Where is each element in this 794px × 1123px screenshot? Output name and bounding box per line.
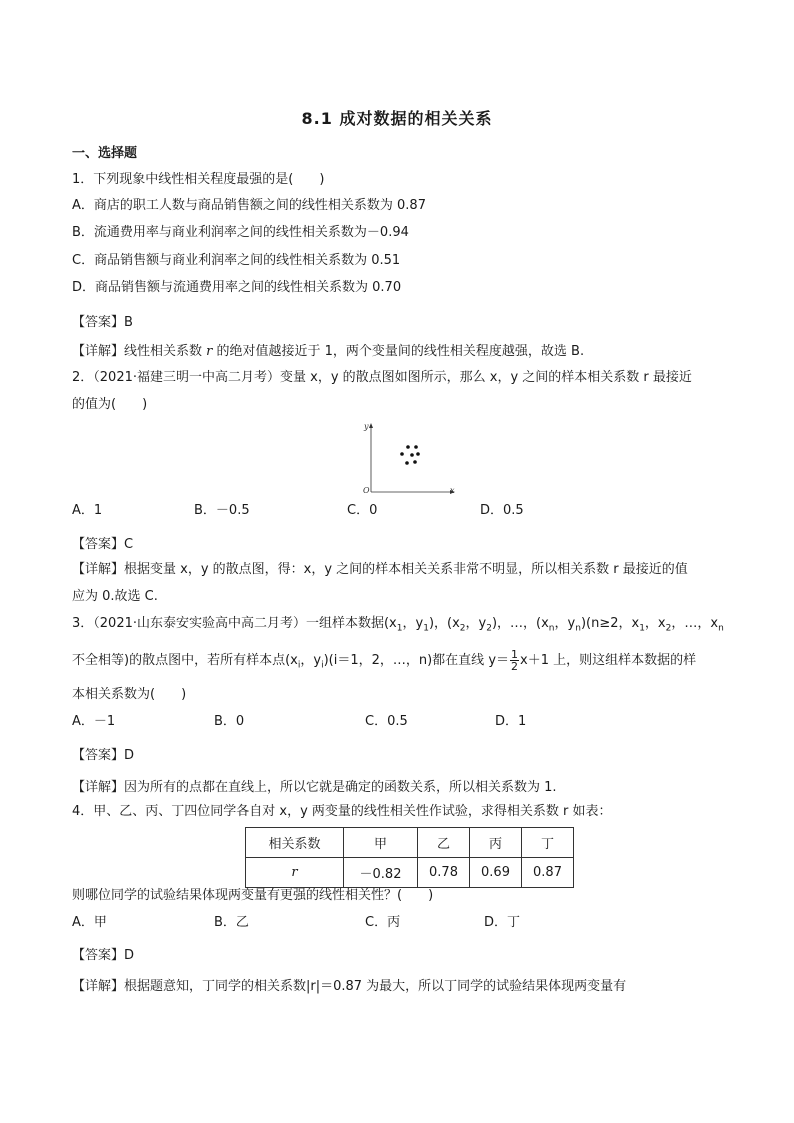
q3-text: ，x: [644, 616, 666, 631]
scatter-point: [410, 453, 414, 457]
section-heading: 一、选择题: [72, 146, 138, 161]
table-row: [246, 858, 574, 888]
subscript: 1: [639, 623, 645, 634]
q3-text: )(i＝1，2，…，n)都在直线 y＝: [323, 653, 510, 668]
q4-option-a: A．甲: [72, 915, 107, 930]
q4-question: 则哪位同学的试验结果体现两变量有更强的线性相关性？( ): [72, 888, 434, 903]
q3-detail: 【详解】因为所有的点都在直线上，所以它就是确定的函数关系，所以相关系数为 1.: [72, 780, 557, 795]
q3-stem-line2: [72, 649, 696, 676]
q4-option-c: C．丙: [365, 915, 401, 930]
q4-option-d: D．丁: [484, 915, 521, 930]
y-axis-arrow: [369, 423, 373, 428]
scatter-plot: [360, 420, 460, 496]
q1-detail-b: 的绝对值越接近于 1，两个变量间的线性相关程度越强，故选 B.: [212, 344, 585, 359]
subscript: 2: [486, 623, 492, 634]
q2-detail-line2: 应为 0.故选 C.: [72, 589, 158, 604]
subscript: n: [548, 623, 555, 634]
q3-text: 不全相等)的散点图中，若所有样本点(x: [72, 653, 298, 668]
table-cell-var: r: [291, 865, 298, 880]
table-header-cell: 相关系数: [246, 828, 344, 858]
subscript: n: [575, 623, 581, 634]
q1-option-c: C．商品销售额与商业利润率之间的线性相关系数为 0.51: [72, 253, 401, 268]
q3-text: 3．（2021·山东泰安实验高中高二月考）一组样本数据(x: [72, 616, 397, 631]
q3-stem-line3: 本相关系数为( ): [72, 687, 187, 702]
q3-text: ，y: [554, 616, 576, 631]
q3-answer: 【答案】D: [72, 748, 135, 763]
q4-detail: 【详解】根据题意知，丁同学的相关系数|r|＝0.87 为最大，所以丁同学的试验结果体现两变量有: [72, 979, 627, 994]
table-cell: 0.87: [522, 858, 574, 888]
q3-text: x＋1 上，则这组样本数据的样: [520, 653, 697, 668]
table-cell: [246, 858, 344, 888]
q1-option-d: D．商品销售额与流通费用率之间的线性相关系数为 0.70: [72, 280, 402, 295]
q4-option-b: B．乙: [214, 915, 249, 930]
q3-text: ，y: [300, 653, 322, 668]
x-axis-label: x: [450, 486, 455, 495]
scatter-point: [406, 445, 410, 449]
table-cell: －0.82: [344, 858, 418, 888]
q1-option-a: A．商店的职工人数与商品销售额之间的线性相关系数为 0.87: [72, 198, 426, 213]
q2-stem-line1: 2．（2021·福建三明一中高二月考）变量 x，y 的散点图如图所示，那么 x，y 之间的样本相关系数 r 最接近: [72, 370, 692, 385]
q1-detail-var: r: [206, 344, 213, 359]
q2-detail-line1: 【详解】根据变量 x，y 的散点图，得：x，y 之间的样本相关关系非常不明显，所以相关系数 r 最接近的值: [72, 562, 688, 577]
q4-stem: 4．甲、乙、丙、丁四位同学各自对 x，y 两变量的线性相关性作试验，求得相关系数 r 如表：: [72, 804, 612, 819]
q4-answer: 【答案】D: [72, 948, 135, 963]
fraction-denominator: 2: [511, 660, 519, 673]
page-title: 8.1 成对数据的相关关系: [301, 109, 493, 128]
q2-answer: 【答案】C: [72, 537, 134, 552]
q2-option-d: D．0.5: [480, 503, 524, 518]
origin-label: O: [363, 486, 370, 495]
fraction: [510, 649, 519, 672]
subscript: i: [321, 660, 324, 671]
q3-option-b: B．0: [214, 714, 245, 729]
q3-option-c: C．0.5: [365, 714, 408, 729]
subscript: 2: [665, 623, 672, 634]
q3-option-a: A．－1: [72, 714, 116, 729]
table-header-cell: 丁: [522, 828, 574, 858]
q2-option-a: A．1: [72, 503, 103, 518]
q1-answer: 【答案】B: [72, 315, 133, 330]
q3-text: )(n≥2，x: [580, 616, 640, 631]
q3-stem-line1: [72, 614, 724, 639]
y-axis-label: y: [364, 422, 369, 431]
table-cell: 0.78: [418, 858, 470, 888]
q3-text: ，…，x: [671, 616, 719, 631]
subscript: 1: [423, 623, 429, 634]
scatter-point: [416, 452, 420, 456]
table-header-row: [246, 828, 574, 858]
q3-text: ，y: [402, 616, 424, 631]
correlation-table: [245, 827, 574, 888]
subscript: n: [718, 623, 724, 634]
table-header-cell: 丙: [470, 828, 522, 858]
q3-option-d: D．1: [495, 714, 527, 729]
q1-detail: [72, 342, 584, 362]
q1-stem: 1．下列现象中线性相关程度最强的是( ): [72, 172, 325, 187]
scatter-point: [414, 445, 418, 449]
q2-option-c: C．0: [347, 503, 378, 518]
subscript: 1: [396, 623, 403, 634]
scatter-point: [405, 461, 409, 465]
subscript: i: [297, 660, 301, 671]
q1-option-b: B．流通费用率与商业利润率之间的线性相关系数为－0.94: [72, 225, 409, 240]
fraction-numerator: 1: [511, 648, 519, 661]
q1-detail-a: 【详解】线性相关系数: [72, 344, 207, 359]
table-header-cell: 乙: [418, 828, 470, 858]
q3-text: )，…，(x: [491, 616, 549, 631]
table-header-cell: 甲: [344, 828, 418, 858]
table-cell: 0.69: [470, 858, 522, 888]
q3-text: ，y: [465, 616, 487, 631]
subscript: 2: [459, 623, 466, 634]
scatter-point: [400, 452, 404, 456]
q2-stem-line2: 的值为( ): [72, 397, 148, 412]
q3-text: )，(x: [428, 616, 460, 631]
q2-option-b: B．－0.5: [194, 503, 250, 518]
scatter-point: [413, 460, 417, 464]
